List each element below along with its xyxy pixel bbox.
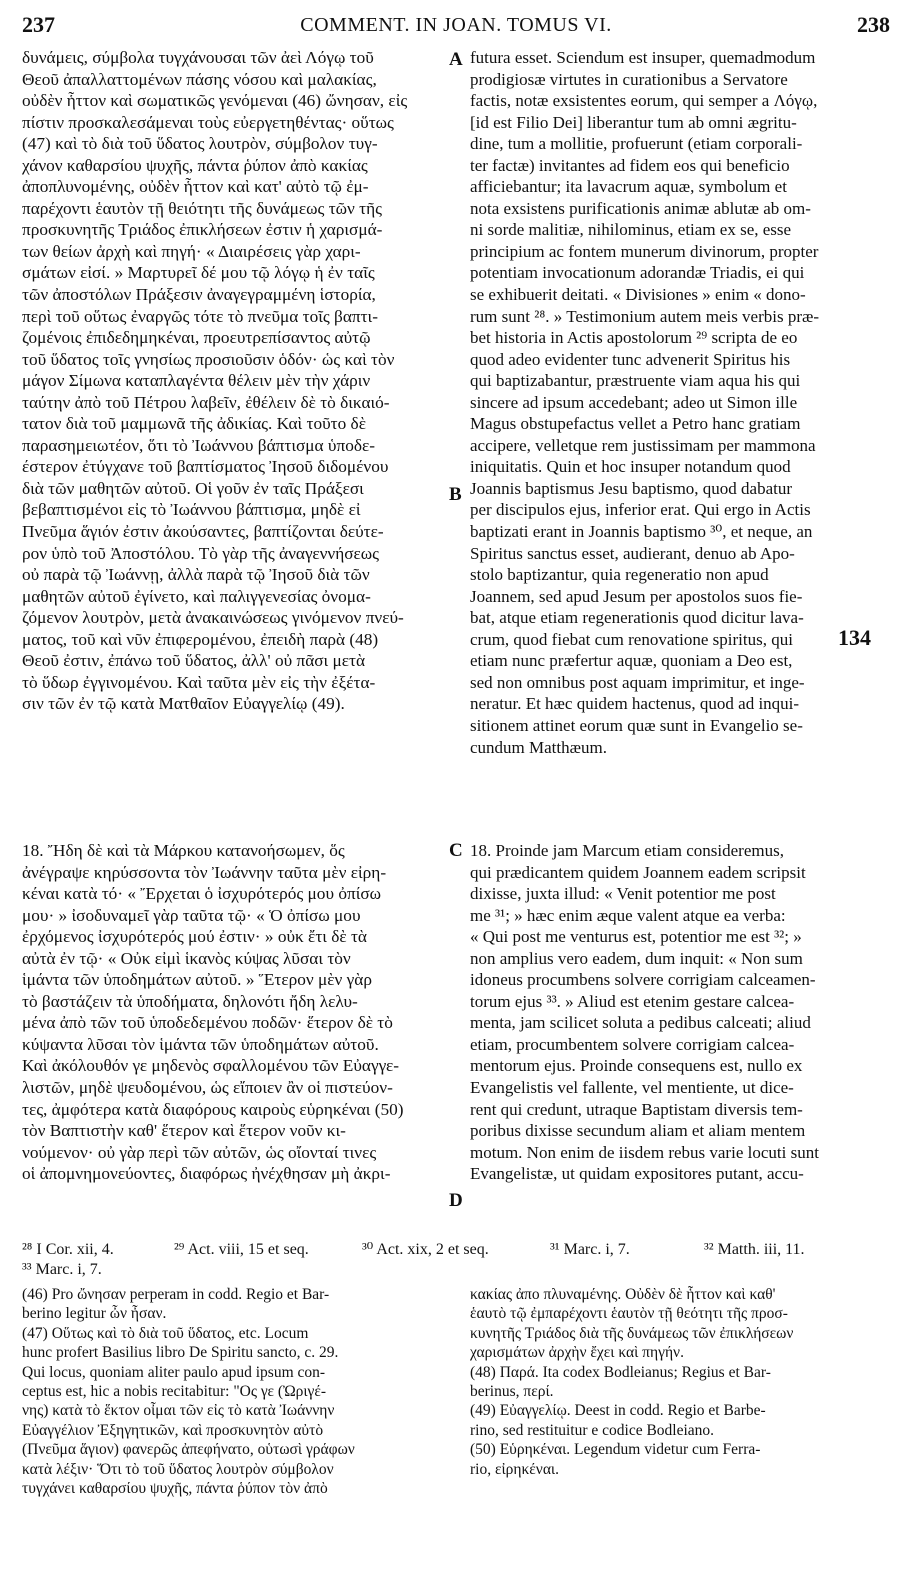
note-line: κυνητῆς Τριάδος διὰ τῆς δυνάμεως τῶν ἐπικλήσεων (470, 1324, 794, 1342)
latin-text-line: Evangelistæ, ut quidam expositores putant, accu- (470, 1164, 804, 1184)
latin-text-line: bat, atque etiam regenerationis quod dicitur lava- (470, 608, 804, 628)
greek-text-line: μου· » ἰσοδυναμεῖ γὰρ ταῦτα τῷ· « Ὁ ὀπίσω μου (22, 905, 361, 925)
greek-text-line: ζόμενον λουτρὸν, μετὰ ἀνακαινώσεως γινόμενον πνεύ- (22, 608, 404, 628)
greek-text-line: μαθητῶν αὐτοῦ ἐγίνετο, καὶ παλιγγενεσίας ὀνομα- (22, 586, 371, 606)
note-line: berinus, περί. (470, 1382, 554, 1400)
greek-text-line: παρέχοντι ἑαυτὸν τῇ θειότητι τῆς δυνάμεως τῶν τῆς (22, 198, 382, 218)
note-line: Qui locus, quoniam aliter paulo apud ipsum con- (22, 1363, 326, 1381)
margin-letter-b: B (449, 484, 462, 505)
note-line: (47) Οὕτως καὶ τὸ διὰ τοῦ ὕδατος, etc. Locum (22, 1324, 309, 1342)
page-number-left: 237 (22, 12, 55, 37)
latin-text-line: motum. Non enim de iisdem rebus varie locuti sunt (470, 1142, 819, 1162)
note-line: Εὐαγγέλιον Ἐξηγητικῶν, καὶ προσκυνητὸν αὐτὸ (22, 1421, 324, 1439)
latin-text-line: Spiritus sanctus esset, audierant, denuo ab Apo- (470, 543, 795, 563)
latin-text-line: neratur. Et hæc quidem hactenus, quod ad inqui- (470, 694, 800, 714)
latin-text-line: poribus dixisse secundum aliam et aliam mentem (470, 1121, 806, 1141)
footnote-line (22, 1240, 902, 1260)
greek-text-line: χάνον καθαρσίου ψυχῆς, πάντα ῥύπον ἀπὸ κακίας (22, 155, 368, 175)
footnote-ref: ³⁰ Act. xix, 2 et seq. (362, 1241, 489, 1258)
latin-text-line: sitionem attinet eorum quæ sunt in Evangelio se- (470, 715, 803, 735)
greek-text-line: τες, ἀμφότερα κατὰ διαφόρους καιροὺς εὑρηκέναι (50) (22, 1099, 404, 1119)
greek-text-line: σιν τῶν ἐν τῷ κατὰ Ματθαῖον Εὐαγγελίῳ (49). (22, 694, 345, 714)
greek-text-line: των θείων ἀρχὴ καὶ πηγή· « Διαιρέσεις γὰρ χαρι- (22, 241, 361, 261)
note-line: τυγχάνει καθαρσίου ψυχῆς, πάντα ῥύπον τὸν ἀπὸ (22, 1479, 328, 1497)
latin-text-line: me ³¹; » hæc enim æque valent atque ea verba: (470, 905, 786, 925)
latin-text-line: non amplius vero eadem, dum inquit: « Non sum (470, 948, 803, 968)
latin-text-line: Joannis baptismus Jesu baptismo, quod dabatur (470, 478, 793, 498)
latin-text-line: idoneus procumbens solvere corrigiam calceamen- (470, 970, 816, 990)
latin-text-line: accipere, velletque rem justissimam per mammona (470, 435, 816, 455)
greek-text-line: τοῦ ὕδατος τοῖς γνησίως προσιοῦσιν ὁδόν· ὡς καὶ τὸν (22, 349, 395, 369)
margin-letter-c: C (449, 840, 463, 861)
greek-text-line: τατον διὰ τοῦ μαμμωνᾶ τῆς ἀδικίας. Καὶ τοῦτο δὲ (22, 414, 366, 434)
latin-text-line: Magus obstupefactus vellet a Petro hanc gratiam (470, 414, 801, 434)
note-line: (Πνεῦμα ἅγιον) φανερῶς ἀπεφήνατο, οὑτωσὶ γράφων (22, 1441, 355, 1459)
latin-text-line: prodigiosæ virtutes in curationibus a Servatore (470, 69, 788, 89)
greek-text-line: σμάτων εἰσί. » Μαρτυρεῖ δέ μου τῷ λόγῳ ἡ ἐν ταῖς (22, 263, 375, 283)
column-page-marker: 134 (838, 625, 871, 650)
note-line: hunc profert Basilius libro De Spiritu sancto, c. 29. (22, 1344, 339, 1362)
latin-text-line: [id est Filio Dei] liberantur tum ab omni ægritu- (470, 112, 797, 132)
greek-text-line: ἀνέγραψε κηρύσσοντα τὸν Ἰωάννην ταῦτα μὲν εἰρη- (22, 862, 387, 882)
running-title: COMMENT. IN JOAN. TOMUS VI. (300, 14, 612, 36)
greek-text-line: οἱ ἀπομνημονεύοντες, διαφόρως ἠνέχθησαν μὴ ἀκρι- (22, 1164, 391, 1184)
latin-text-line: torum ejus ³³. » Aliud est etenim gestare calcea- (470, 991, 795, 1011)
greek-text-line: λιστῶν, μηδὲ ψευδομένου, ὡς εἴποιεν ἂν οἱ πιστεύον- (22, 1078, 393, 1098)
note-line: (49) Εὐαγγελίῳ. Deest in codd. Regio et Barbe- (470, 1402, 766, 1420)
greek-text-line: 18. Ἤδη δὲ καὶ τὰ Μάρκου κατανοήσωμεν, ὅς (22, 841, 345, 860)
note-line: νης) κατὰ τὸ ἕκτον οἶμαι τῶν εἰς τὸ κατὰ Ἰωάννην (22, 1402, 335, 1420)
greek-text-line: ἐρχόμενος ἰσχυρότερός μού ἐστιν· » οὐκ ἔτι δὲ τὰ (22, 927, 367, 947)
note-line: berino legitur ὦν ἦσαν. (22, 1305, 167, 1323)
greek-text-line: οὐδὲν ἧττον καὶ σωματικῶς γενόμεναι (46) ὤνησαν, εἰς (22, 91, 408, 111)
note-line: (48) Παρά. Ita codex Bodleianus; Regius et Bar- (470, 1363, 771, 1381)
greek-text-line: δυνάμεις, σύμβολα τυγχάνουσαι τῶν ἀεὶ Λόγῳ τοῦ (22, 48, 374, 67)
latin-column-bottom (470, 840, 895, 1185)
editor-notes-left (22, 1285, 462, 1498)
latin-text-line: menta, jam scilicet soluta a pedibus calceati; aliud (470, 1013, 811, 1033)
latin-text-line: se exhibuerit deitati. « Divisiones » enim « dono- (470, 285, 806, 305)
note-line: rio, εἰρηκέναι. (470, 1460, 559, 1478)
latin-text-line: sed non omnibus post aquam imprimitur, et inge- (470, 672, 805, 692)
greek-text-line: ματος, τοῦ καὶ νῦν ἐπιφερομένου, ἐπειδὴ παρὰ (48) (22, 629, 379, 649)
note-line: ἑαυτὸ τῷ ἐμπαρέχοντι ἑαυτὸν τῇ θεότητι τῆς προσ- (470, 1305, 788, 1323)
greek-text-line: τὸν Βαπτιστὴν καθ' ἕτερον καὶ ἕτερον νοῦν κι- (22, 1121, 346, 1141)
page-number-right: 238 (857, 12, 890, 37)
latin-text-line: rent qui credunt, utraque Baptistam diversis tem- (470, 1099, 803, 1119)
latin-text-line: sincere ad ipsum accedebant; adeo ut Simon ille (470, 392, 798, 412)
latin-text-line: per discipulos ejus, inferior erat. Qui ergo in Actis (470, 500, 811, 520)
note-line: κακίας ἀπο πλυναμένης. Οὐδὲν δὲ ἧττον καὶ καθ' (470, 1286, 776, 1303)
greek-text-line: (47) καὶ τὸ διὰ τοῦ ὕδατος λουτρὸν, σύμβολον τυγ- (22, 134, 378, 154)
latin-text-line: factis, notæ exsistentes eorum, qui semper a Λόγῳ, (470, 91, 818, 111)
footnote-line: ³³ Marc. i, 7. (22, 1261, 102, 1278)
greek-text-line: πίστιν προσκαλεσάμεναι τοὺς εὐεργετηθέντας· οὕτως (22, 112, 394, 132)
greek-text-line: ταύτην ἀπὸ τοῦ Πέτρου λαβεῖν, ἐθέλειν δὲ τὸ δικαιό- (22, 392, 390, 412)
greek-text-line: οὐ παρὰ τῷ Ἰωάννῃ, ἀλλὰ παρὰ τῷ Ἰησοῦ διὰ τῶν (22, 565, 370, 585)
latin-text-line: Evangelistis vel fallente, vel mentiente, ut dice- (470, 1078, 794, 1098)
greek-text-line: κύψαντα λῦσαι τὸν ἱμάντα τῶν ὑποδημάτων αὐτοῦ. (22, 1034, 379, 1054)
latin-text-line: qui prædicantem quidem Joannem eadem scripsit (470, 862, 806, 882)
latin-text-line: iniquitatis. Quin et hoc insuper notandum quod (470, 457, 791, 477)
latin-text-line: afficiebantur; ita lavacrum aquæ, symbolum et (470, 177, 787, 197)
latin-text-line: bet historia in Actis apostolorum ²⁹ scripta de eo (470, 328, 798, 348)
note-line: χαρισμάτων ἀρχὴν ἔχει καὶ πηγήν. (470, 1344, 684, 1362)
latin-text-line: potentiam invocationum adorandæ Triadis, ei qui (470, 263, 805, 283)
latin-text-line: principium ac fontem munerum divinorum, propter (470, 241, 819, 261)
margin-letter-d: D (449, 1190, 463, 1211)
latin-text-line: nota exsistens purificationis animæ ablutæ ab om- (470, 198, 811, 218)
latin-text-line: stolo baptizantur, quia regeneratio non apud (470, 565, 769, 585)
note-line: (46) Pro ὤνησαν perperam in codd. Regio et Bar- (22, 1286, 330, 1303)
latin-text-line: ni sorde malitiæ, nihilominus, etiam ex se, esse (470, 220, 792, 240)
greek-text-line: ζομένοις ἐπιδεδημηκέναι, προευτρεπίσαντος αὐτῷ (22, 328, 371, 348)
latin-text-line: qui baptizabantur, præstruente viam aqua his qui (470, 371, 801, 391)
footnote-ref: ²⁸ I Cor. xii, 4. (22, 1241, 114, 1258)
latin-text-line: « Qui post me venturus est, potentior me est ³²; » (470, 927, 802, 947)
greek-text-line: παρασημειωτέον, ὅτι τὸ Ἰωάννου βάπτισμα ὑποδε- (22, 435, 376, 455)
margin-letter-a: A (449, 49, 463, 70)
latin-text-line: 18. Proinde jam Marcum etiam consideremus, (470, 841, 784, 860)
greek-text-line: διὰ τῶν μαθητῶν αὐτοῦ. Οἱ γοῦν ἐν ταῖς Πράξεσι (22, 478, 364, 498)
page-header (22, 12, 890, 42)
greek-text-line: Θεοῦ ἀπαλλαττομένων πάσης νόσου καὶ μαλακίας, (22, 69, 377, 89)
latin-text-line: Joannem, sed apud Jesum per apostolos suos fie- (470, 586, 803, 606)
greek-text-line: μένα ἀπὸ τῶν τοῦ ὑποδεδεμένου ποδῶν· ἕτερον δὲ τὸ (22, 1013, 393, 1033)
note-line: ceptus est, hic a nobis recitabitur: "Ος γε (Ὠριγέ- (22, 1382, 327, 1400)
latin-text-line: dine, tum a mollitie, profuerunt (etiam corporali- (470, 134, 803, 154)
greek-text-line: Πνεῦμα ἅγιόν ἐστιν ἀκούσαντες, βαπτίζονται δεύτε- (22, 522, 384, 542)
greek-text-line: Θεοῦ ἐστιν, ἐπάνω τοῦ ὕδατος, ἀλλ' οὐ πᾶσι μετὰ (22, 651, 366, 671)
greek-text-line: περὶ τοῦ οὕτως ἐναργῶς τότε τὸ πνεῦμα τοῖς βαπτι- (22, 306, 378, 326)
latin-text-line: baptizati erant in Joannis baptismo ³⁰, et neque, an (470, 522, 813, 542)
latin-text-line: rum sunt ²⁸. » Testimonium autem meis verbis præ- (470, 306, 820, 326)
latin-text-line: ter factæ) invitantes ad fidem eos qui beneficio (470, 155, 790, 175)
footnote-ref: ²⁹ Act. viii, 15 et seq. (174, 1241, 309, 1258)
latin-text-line: etiam nunc præfertur aquæ, quoniam a Deo est, (470, 651, 793, 671)
editor-notes-right (470, 1285, 900, 1479)
note-line: κατὰ λέξιν· Ὅτι τὸ τοῦ ὕδατος λουτρὸν σύμβολον (22, 1460, 334, 1478)
latin-text-line: crum, quod fiebat cum renovatione spiritus, qui (470, 629, 793, 649)
footnote-ref: ³¹ Marc. i, 7. (550, 1241, 630, 1258)
greek-column-bottom (22, 840, 454, 1185)
greek-text-line: προσκυνητῆς Τριάδος ἐπικλήσεων ἐστιν ἡ χαρισμά- (22, 220, 383, 240)
latin-text-line: quod adeo evidenter tunc advenerit Spiritus his (470, 349, 791, 369)
greek-text-line: νούμενον· οὐ γὰρ περὶ τῶν αὐτῶν, ὡς οἴονταί τινες (22, 1142, 377, 1162)
latin-text-line: cundum Matthæum. (470, 737, 607, 757)
latin-text-line: mentorum ejus. Proinde consequens est, nullo ex (470, 1056, 803, 1076)
greek-text-line: ἱμάντα τῶν ὑποδημάτων αὐτοῦ. » Ἕτερον μὲν γὰρ (22, 970, 372, 990)
greek-text-line: τὸ ὕδωρ ἐγγινομένου. Καὶ ταῦτα μὲν εἰς τὴν ἐξέτα- (22, 672, 376, 692)
note-line: rino, sed restituitur e codice Bodleiano. (470, 1421, 715, 1439)
greek-text-line: κέναι κατὰ τό· « Ἔρχεται ὁ ἰσχυρότερός μου ὀπίσω (22, 884, 382, 904)
greek-column-top (22, 47, 454, 715)
greek-text-line: τῶν ἀποστόλων Πράξεσιν ἀναγεγραμμένη ἱστορία, (22, 285, 376, 305)
scripture-footnotes (22, 1240, 902, 1280)
latin-text-line: dixisse, juxta illud: « Venit potentior me post (470, 884, 776, 904)
greek-text-line: Καὶ ἀκόλουθόν γε μηδενὸς σφαλλομένου τῶν Εὐαγγε- (22, 1056, 399, 1076)
note-line: (50) Εὑρηκέναι. Legendum videtur cum Ferra- (470, 1441, 761, 1459)
latin-column-top (470, 47, 895, 758)
greek-text-line: τὸ βαστάζειν τὰ ὑποδήματα, δηλονότι ἤδη λελυ- (22, 991, 358, 1011)
greek-text-line: μάγον Σίμωνα καταπλαγέντα θέλειν μὲν τὴν χάριν (22, 371, 371, 391)
greek-text-line: έστερον ἐτύγχανε τοῦ βαπτίσματος Ἰησοῦ διδομένου (22, 457, 389, 477)
latin-text-line: etiam, procumbentem solvere corrigiam calcea- (470, 1034, 795, 1054)
footnote-ref: ³² Matth. iii, 11. (704, 1241, 805, 1258)
greek-text-line: ρον ὑπὸ τοῦ Ἀποστόλου. Τὸ γὰρ τῆς ἀναγεννήσεως (22, 543, 380, 563)
latin-text-line: futura esset. Sciendum est insuper, quemadmodum (470, 48, 816, 67)
greek-text-line: αὐτὰ ἐν τῷ· « Οὐκ εἰμὶ ἱκανὸς κύψας λῦσαι τὸν (22, 948, 351, 968)
greek-text-line: βεβαπτισμένοι εἰς τὸ Ἰωάννου βάπτισμα, μηδὲ εἰ (22, 500, 361, 520)
greek-text-line: ἀποπλυνομένης, οὐδὲν ἧττον καὶ κατ' αὐτὸ τῷ ἐμ- (22, 177, 369, 197)
